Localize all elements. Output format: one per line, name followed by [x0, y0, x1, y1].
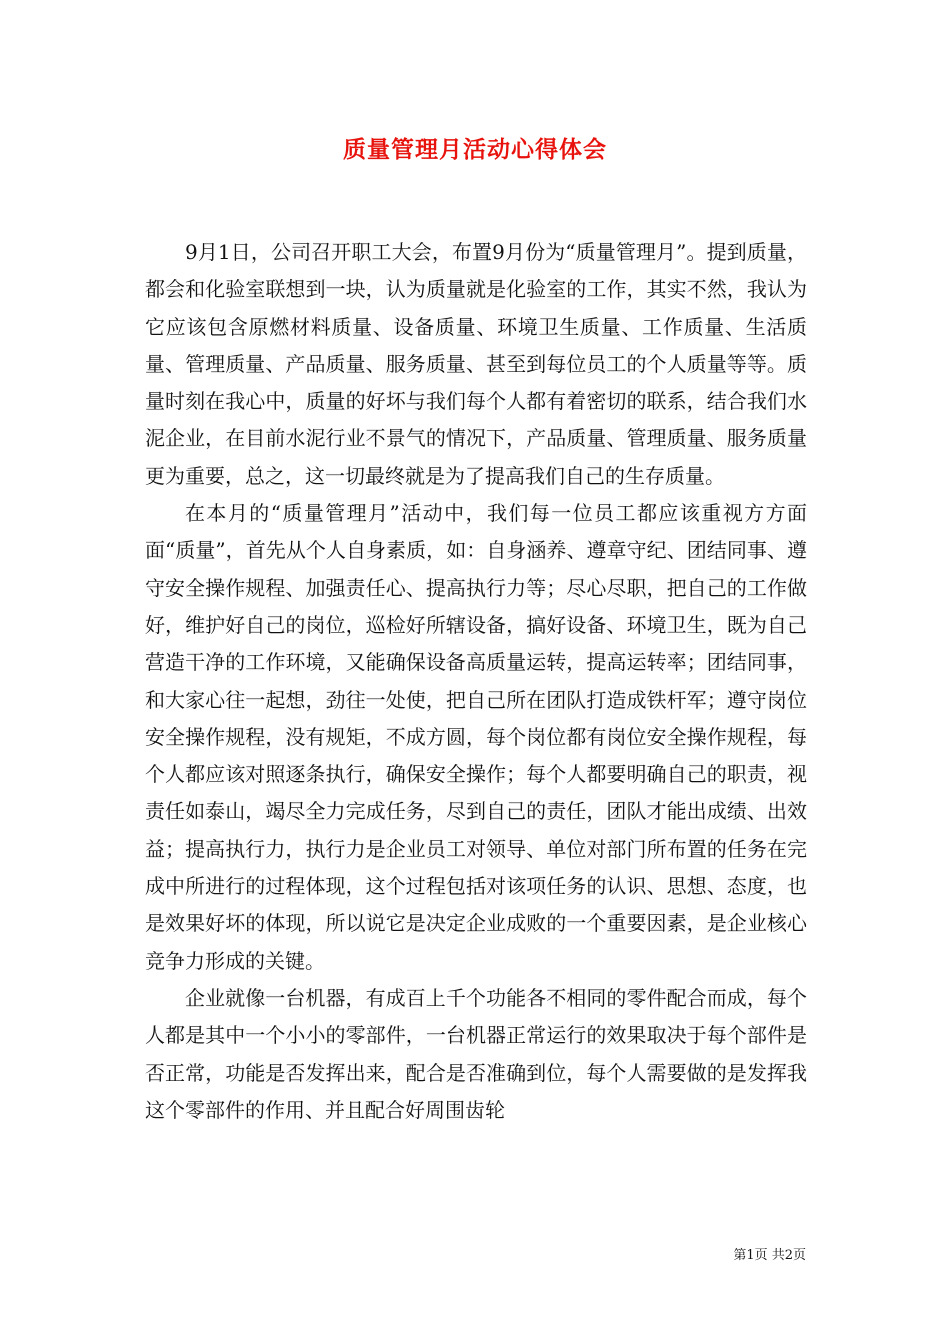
page-number-footer: 第1页 共2页 — [733, 1248, 806, 1263]
paragraph-2: 在本月的“质量管理月”活动中，我们每一位员工都应该重视方方面面“质量”，首先从个人自身素质，如：自身涵养、遵章守纪、团结同事、遵守安全操作规程、加强责任心、提高执行力等；尽心尽职，把自己的工作做好，维护好自己的岗位，巡检好所辖设备，搞好设备、环境卫生，既为自己营造干净的工作环境，又能确保设备高质量运转，提高运转率；团结同事，和大家心往一起想，劲往一处使，把自己所在团队打造成铁杆军；遵守岗位安全操作规程，没有规矩，不成方圆，每个岗位都有岗位安全操作规程，每个人都应该对照逐条执行，确保安全操作；每个人都要明确自己的职责，视责任如泰山，竭尽全力完成任务，尽到自己的责任，团队才能出成绩、出效益；提高执行力，执行力是企业员工对领导、单位对部门所布置的任务在完成中所进行的过程体现，这个过程包括对该项任务的认识、思想、态度，也是效果好坏的体现，所以说它是决定企业成败的一个重要因素，是企业核心竞争力形成的关键。 — [145, 501, 807, 973]
paragraph-1: 9月1日，公司召开职工大会，布置9月份为“质量管理月”。提到质量，都会和化验室联想到一块，认为质量就是化验室的工作，其实不然，我认为它应该包含原燃材料质量、设备质量、环境卫生质量、工作质量、生活质量、管理质量、产品质量、服务质量、甚至到每位员工的个人质量等等。质量时刻在我心中，质量的好坏与我们每个人都有着密切的联系，结合我们水泥企业，在目前水泥行业不景气的情况下，产品质量、管理质量、服务质量更为重要，总之，这一切最终就是为了提高我们自己的生存质量。 — [145, 240, 807, 488]
document-title: 质量管理月活动心得体会 — [343, 136, 607, 163]
paragraph-3: 企业就像一台机器，有成百上千个功能各不相同的零件配合而成，每个人都是其中一个小小的零部件，一台机器正常运行的效果取决于每个部件是否正常，功能是否发挥出来，配合是否准确到位，每个人需要做的是发挥我这个零部件的作用、并且配合好周围齿轮 — [145, 985, 807, 1122]
document-body — [145, 234, 807, 1129]
